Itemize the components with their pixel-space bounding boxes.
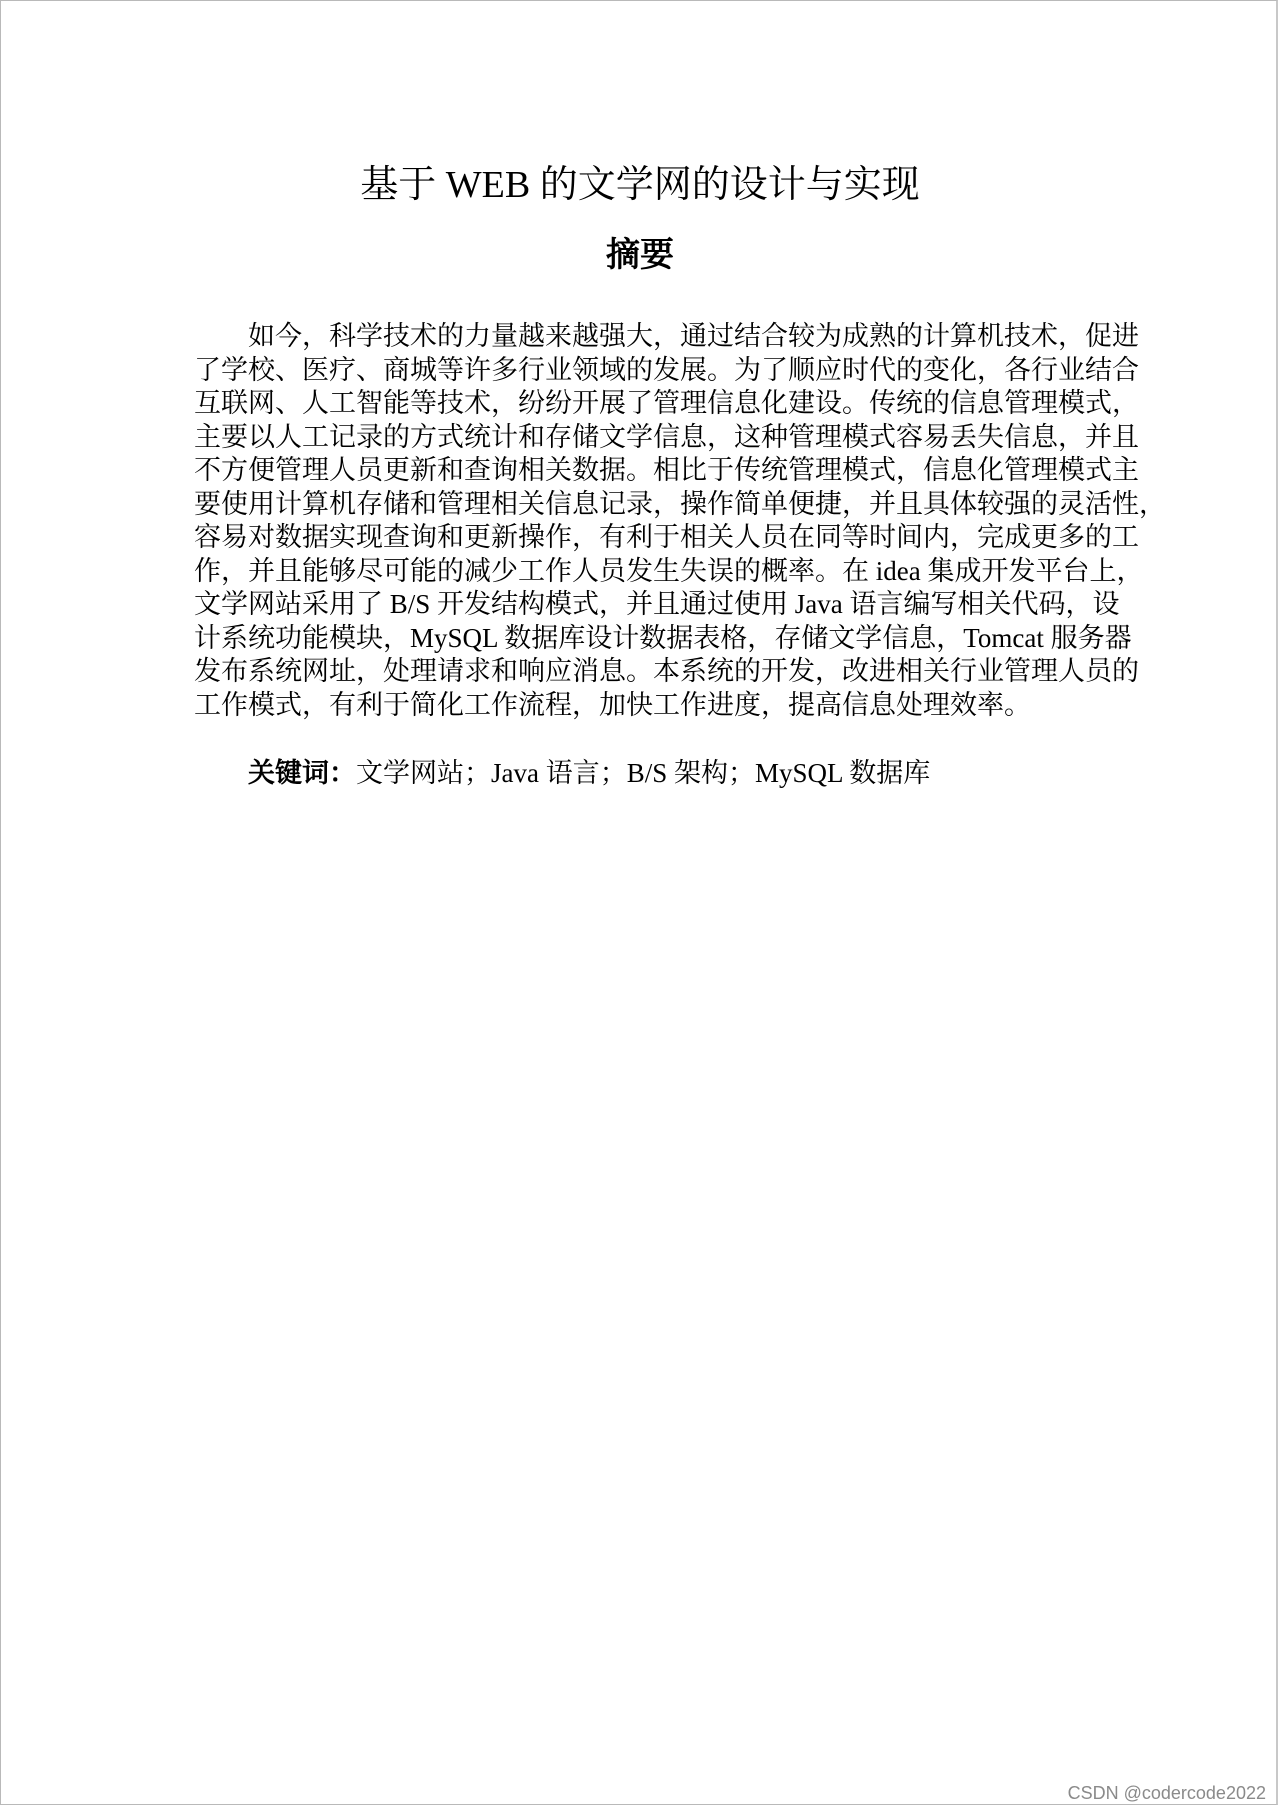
keywords xyxy=(248,756,930,790)
abstract-line: 作，并且能够尽可能的减少工作人员发生失误的概率。在 idea 集成开发平台上， xyxy=(194,555,1144,586)
watermark: CSDN @codercode2022 xyxy=(1067,1783,1266,1803)
abstract-line: 文学网站采用了 B/S 开发结构模式，并且通过使用 Java 语言编写相关代码，设 xyxy=(194,589,1120,619)
abstract-line: 工作模式，有利于简化工作流程，加快工作进度，提高信息处理效率。 xyxy=(194,689,1031,720)
abstract-heading: 摘要 xyxy=(606,235,674,275)
keywords-label: 关键词： xyxy=(248,758,356,788)
abstract-line: 互联网、人工智能等技术，纷纷开展了管理信息化建设。传统的信息管理模式， xyxy=(194,388,1139,418)
abstract-line: 容易对数据实现查询和更新操作，有利于相关人员在同等时间内，完成更多的工 xyxy=(194,522,1139,552)
abstract-line: 要使用计算机存储和管理相关信息记录，操作简单便捷，并且具体较强的灵活性， xyxy=(194,488,1166,519)
abstract-line: 如今，科学技术的力量越来越强大，通过结合较为成熟的计算机技术，促进 xyxy=(248,321,1139,351)
abstract-line: 不方便管理人员更新和查询相关数据。相比于传统管理模式，信息化管理模式主 xyxy=(194,455,1139,485)
abstract-line: 主要以人工记录的方式统计和存储文学信息，这种管理模式容易丢失信息，并且 xyxy=(194,421,1139,452)
abstract-body xyxy=(194,320,1166,722)
abstract-line: 计系统功能模块，MySQL 数据库设计数据表格，存储文学信息，Tomcat 服务器 xyxy=(194,622,1132,653)
abstract-line: 了学校、医疗、商城等许多行业领域的发展。为了顺应时代的变化，各行业结合 xyxy=(194,354,1139,385)
abstract-line: 发布系统网址，处理请求和响应消息。本系统的开发，改进相关行业管理人员的 xyxy=(194,656,1139,686)
document-title: 基于 WEB 的文学网的设计与实现 xyxy=(360,164,920,206)
keywords-list: 文学网站；Java 语言；B/S 架构；MySQL 数据库 xyxy=(356,758,931,788)
